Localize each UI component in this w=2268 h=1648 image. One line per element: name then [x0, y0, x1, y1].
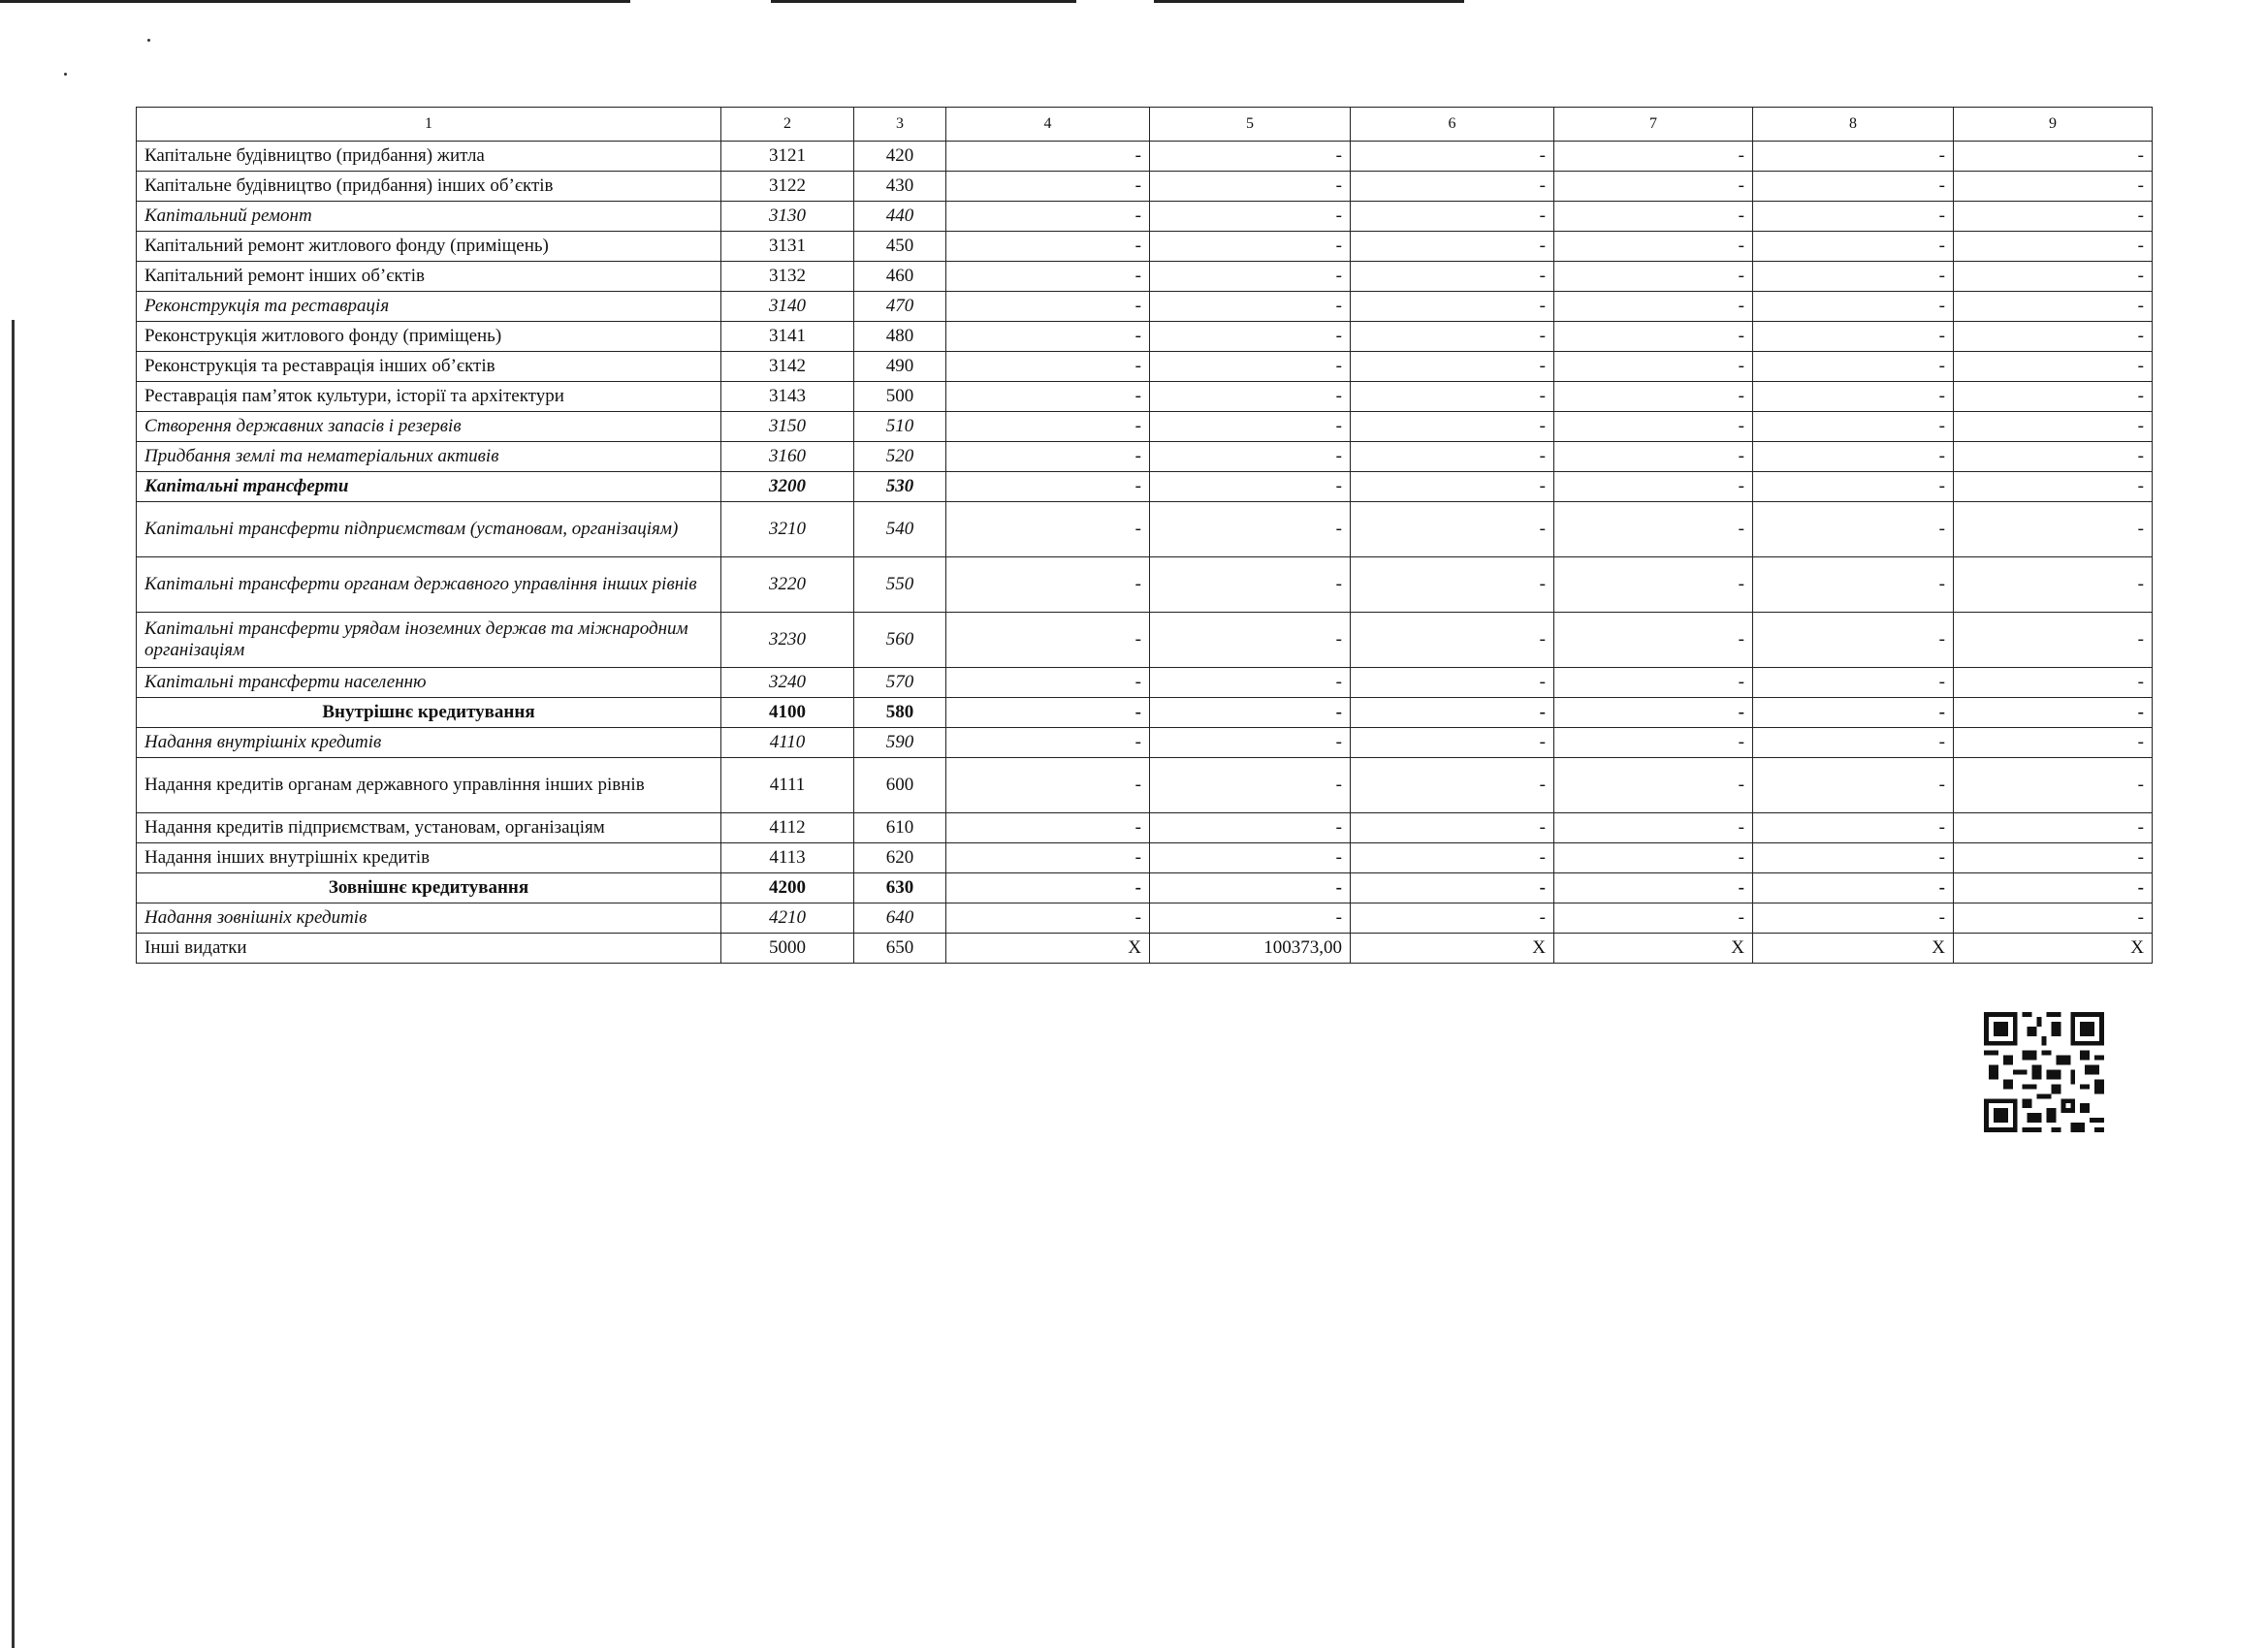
table-row	[137, 728, 2153, 758]
value-col-4: -	[946, 292, 1150, 322]
value-col-7: -	[1554, 172, 1753, 202]
value-col-6: -	[1351, 613, 1554, 668]
value-col-5: -	[1150, 843, 1351, 873]
value-col-8: -	[1753, 262, 1954, 292]
value-col-4: -	[946, 172, 1150, 202]
row-label: Надання кредитів органам державного управління інших рівнів	[137, 758, 721, 813]
value-col-4: -	[946, 262, 1150, 292]
scan-edge-top-right	[1154, 0, 1464, 3]
value-col-4: -	[946, 668, 1150, 698]
value-col-5: -	[1150, 352, 1351, 382]
value-col-4: -	[946, 758, 1150, 813]
row-label: Внутрішнє кредитування	[137, 698, 721, 728]
value-col-5: -	[1150, 322, 1351, 352]
qr-code	[1984, 1012, 2104, 1132]
value-col-6: -	[1351, 232, 1554, 262]
value-col-9: -	[1954, 873, 2153, 903]
value-col-9: -	[1954, 292, 2153, 322]
table-row	[137, 202, 2153, 232]
value-col-6: -	[1351, 668, 1554, 698]
kekv-code: 3220	[721, 557, 854, 613]
value-col-7: -	[1554, 202, 1753, 232]
value-col-6: -	[1351, 472, 1554, 502]
column-number-7: 7	[1554, 108, 1753, 142]
table-row	[137, 322, 2153, 352]
value-col-4: -	[946, 843, 1150, 873]
value-col-7: -	[1554, 557, 1753, 613]
value-col-9: -	[1954, 843, 2153, 873]
value-col-6: -	[1351, 698, 1554, 728]
row-label: Капітальне будівництво (придбання) інших об’єктів	[137, 172, 721, 202]
row-label: Капітальний ремонт інших об’єктів	[137, 262, 721, 292]
value-col-9: -	[1954, 502, 2153, 557]
value-col-6: X	[1351, 934, 1554, 964]
value-col-4: -	[946, 557, 1150, 613]
value-col-8: -	[1753, 142, 1954, 172]
value-col-9: -	[1954, 758, 2153, 813]
row-label: Придбання землі та нематеріальних активів	[137, 442, 721, 472]
value-col-6: -	[1351, 172, 1554, 202]
table-row	[137, 668, 2153, 698]
row-label: Реконструкція та реставрація інших об’єктів	[137, 352, 721, 382]
line-code: 530	[854, 472, 946, 502]
value-col-8: -	[1753, 557, 1954, 613]
table-row	[137, 502, 2153, 557]
table-row	[137, 698, 2153, 728]
line-code: 480	[854, 322, 946, 352]
value-col-9: -	[1954, 613, 2153, 668]
value-col-4: -	[946, 412, 1150, 442]
value-col-7: -	[1554, 843, 1753, 873]
value-col-7: -	[1554, 873, 1753, 903]
kekv-code: 3200	[721, 472, 854, 502]
scan-edge-left	[12, 320, 15, 1648]
column-number-4: 4	[946, 108, 1150, 142]
table-row	[137, 873, 2153, 903]
line-code: 510	[854, 412, 946, 442]
value-col-5: -	[1150, 472, 1351, 502]
value-col-9: -	[1954, 202, 2153, 232]
table-row	[137, 352, 2153, 382]
column-number-row	[137, 108, 2153, 142]
value-col-5: -	[1150, 758, 1351, 813]
value-col-8: -	[1753, 472, 1954, 502]
value-col-5: -	[1150, 557, 1351, 613]
line-code: 640	[854, 903, 946, 934]
table-row	[137, 843, 2153, 873]
value-col-7: -	[1554, 903, 1753, 934]
value-col-6: -	[1351, 202, 1554, 232]
value-col-7: X	[1554, 934, 1753, 964]
value-col-6: -	[1351, 322, 1554, 352]
value-col-7: -	[1554, 262, 1753, 292]
value-col-8: X	[1753, 934, 1954, 964]
table-row	[137, 557, 2153, 613]
value-col-6: -	[1351, 813, 1554, 843]
value-col-9: -	[1954, 172, 2153, 202]
value-col-7: -	[1554, 322, 1753, 352]
kekv-code: 3150	[721, 412, 854, 442]
expenditure-table	[136, 107, 2153, 964]
row-label: Реставрація пам’яток культури, історії та архітектури	[137, 382, 721, 412]
value-col-8: -	[1753, 698, 1954, 728]
line-code: 570	[854, 668, 946, 698]
value-col-6: -	[1351, 352, 1554, 382]
column-number-2: 2	[721, 108, 854, 142]
value-col-5: -	[1150, 813, 1351, 843]
value-col-7: -	[1554, 502, 1753, 557]
scan-edge-top-mid	[771, 0, 1076, 3]
value-col-9: -	[1954, 352, 2153, 382]
value-col-9: -	[1954, 557, 2153, 613]
row-label: Інші видатки	[137, 934, 721, 964]
column-number-8: 8	[1753, 108, 1954, 142]
value-col-5: -	[1150, 292, 1351, 322]
value-col-9: -	[1954, 472, 2153, 502]
table-row	[137, 934, 2153, 964]
row-label: Капітальний ремонт житлового фонду (приміщень)	[137, 232, 721, 262]
row-label: Створення державних запасів і резервів	[137, 412, 721, 442]
value-col-8: -	[1753, 292, 1954, 322]
line-code: 450	[854, 232, 946, 262]
kekv-code: 4200	[721, 873, 854, 903]
line-code: 630	[854, 873, 946, 903]
scan-edge-top-left	[0, 0, 630, 3]
value-col-8: -	[1753, 873, 1954, 903]
value-col-4: -	[946, 613, 1150, 668]
kekv-code: 3130	[721, 202, 854, 232]
value-col-8: -	[1753, 668, 1954, 698]
table-row	[137, 412, 2153, 442]
line-code: 610	[854, 813, 946, 843]
value-col-8: -	[1753, 382, 1954, 412]
value-col-7: -	[1554, 813, 1753, 843]
value-col-9: -	[1954, 382, 2153, 412]
line-code: 520	[854, 442, 946, 472]
value-col-7: -	[1554, 292, 1753, 322]
value-col-8: -	[1753, 903, 1954, 934]
line-code: 600	[854, 758, 946, 813]
kekv-code: 3131	[721, 232, 854, 262]
kekv-code: 4111	[721, 758, 854, 813]
value-col-5: -	[1150, 202, 1351, 232]
value-col-6: -	[1351, 843, 1554, 873]
line-code: 540	[854, 502, 946, 557]
value-col-5: -	[1150, 442, 1351, 472]
value-col-9: X	[1954, 934, 2153, 964]
value-col-5: -	[1150, 142, 1351, 172]
value-col-4: -	[946, 142, 1150, 172]
value-col-5: -	[1150, 668, 1351, 698]
row-label: Капітальний ремонт	[137, 202, 721, 232]
value-col-4: -	[946, 903, 1150, 934]
table-row	[137, 262, 2153, 292]
row-label: Капітальні трансферти органам державного управління інших рівнів	[137, 557, 721, 613]
value-col-6: -	[1351, 873, 1554, 903]
value-col-8: -	[1753, 843, 1954, 873]
value-col-4: -	[946, 352, 1150, 382]
value-col-4: -	[946, 813, 1150, 843]
table-row	[137, 442, 2153, 472]
kekv-code: 3132	[721, 262, 854, 292]
value-col-4: -	[946, 382, 1150, 412]
table-row	[137, 472, 2153, 502]
row-label: Капітальні трансферти населенню	[137, 668, 721, 698]
line-code: 430	[854, 172, 946, 202]
value-col-4: -	[946, 502, 1150, 557]
value-col-5: -	[1150, 262, 1351, 292]
value-col-8: -	[1753, 613, 1954, 668]
value-col-5: -	[1150, 873, 1351, 903]
value-col-5: -	[1150, 613, 1351, 668]
value-col-6: -	[1351, 292, 1554, 322]
value-col-5: -	[1150, 382, 1351, 412]
value-col-4: -	[946, 322, 1150, 352]
row-label: Надання інших внутрішніх кредитів	[137, 843, 721, 873]
column-number-9: 9	[1954, 108, 2153, 142]
value-col-6: -	[1351, 758, 1554, 813]
scan-speck	[147, 39, 150, 42]
column-number-3: 3	[854, 108, 946, 142]
column-number-1: 1	[137, 108, 721, 142]
value-col-5: 100373,00	[1150, 934, 1351, 964]
value-col-9: -	[1954, 442, 2153, 472]
kekv-code: 3143	[721, 382, 854, 412]
kekv-code: 3142	[721, 352, 854, 382]
value-col-8: -	[1753, 728, 1954, 758]
table-body	[137, 142, 2153, 964]
kekv-code: 3210	[721, 502, 854, 557]
value-col-9: -	[1954, 142, 2153, 172]
kekv-code: 3122	[721, 172, 854, 202]
value-col-7: -	[1554, 352, 1753, 382]
kekv-code: 4112	[721, 813, 854, 843]
line-code: 580	[854, 698, 946, 728]
value-col-8: -	[1753, 502, 1954, 557]
line-code: 460	[854, 262, 946, 292]
value-col-6: -	[1351, 728, 1554, 758]
kekv-code: 3160	[721, 442, 854, 472]
value-col-8: -	[1753, 813, 1954, 843]
value-col-6: -	[1351, 557, 1554, 613]
row-label: Надання зовнішніх кредитів	[137, 903, 721, 934]
row-label: Капітальні трансферти	[137, 472, 721, 502]
value-col-5: -	[1150, 728, 1351, 758]
line-code: 560	[854, 613, 946, 668]
kekv-code: 4100	[721, 698, 854, 728]
value-col-4: X	[946, 934, 1150, 964]
value-col-4: -	[946, 728, 1150, 758]
value-col-4: -	[946, 442, 1150, 472]
value-col-4: -	[946, 873, 1150, 903]
value-col-9: -	[1954, 903, 2153, 934]
row-label: Зовнішнє кредитування	[137, 873, 721, 903]
value-col-7: -	[1554, 142, 1753, 172]
value-col-5: -	[1150, 502, 1351, 557]
kekv-code: 3230	[721, 613, 854, 668]
value-col-6: -	[1351, 382, 1554, 412]
value-col-8: -	[1753, 172, 1954, 202]
table-row	[137, 758, 2153, 813]
table-row	[137, 172, 2153, 202]
value-col-6: -	[1351, 142, 1554, 172]
line-code: 500	[854, 382, 946, 412]
column-number-6: 6	[1351, 108, 1554, 142]
table-row	[137, 613, 2153, 668]
value-col-7: -	[1554, 613, 1753, 668]
row-label: Надання кредитів підприємствам, установам, організаціям	[137, 813, 721, 843]
kekv-code: 3140	[721, 292, 854, 322]
value-col-9: -	[1954, 668, 2153, 698]
line-code: 590	[854, 728, 946, 758]
value-col-7: -	[1554, 232, 1753, 262]
value-col-8: -	[1753, 352, 1954, 382]
value-col-5: -	[1150, 698, 1351, 728]
value-col-9: -	[1954, 322, 2153, 352]
table-row	[137, 903, 2153, 934]
scan-speck	[64, 73, 67, 76]
line-code: 650	[854, 934, 946, 964]
value-col-6: -	[1351, 903, 1554, 934]
value-col-9: -	[1954, 232, 2153, 262]
kekv-code: 4113	[721, 843, 854, 873]
value-col-5: -	[1150, 172, 1351, 202]
kekv-code: 3141	[721, 322, 854, 352]
value-col-9: -	[1954, 412, 2153, 442]
value-col-8: -	[1753, 758, 1954, 813]
value-col-7: -	[1554, 472, 1753, 502]
line-code: 620	[854, 843, 946, 873]
kekv-code: 3240	[721, 668, 854, 698]
value-col-4: -	[946, 202, 1150, 232]
value-col-4: -	[946, 472, 1150, 502]
value-col-8: -	[1753, 202, 1954, 232]
row-label: Капітальні трансферти підприємствам (установам, організаціям)	[137, 502, 721, 557]
table-row	[137, 292, 2153, 322]
table-row	[137, 813, 2153, 843]
row-label: Капітальне будівництво (придбання) житла	[137, 142, 721, 172]
value-col-9: -	[1954, 728, 2153, 758]
value-col-5: -	[1150, 412, 1351, 442]
table-row	[137, 382, 2153, 412]
line-code: 550	[854, 557, 946, 613]
value-col-8: -	[1753, 442, 1954, 472]
value-col-7: -	[1554, 668, 1753, 698]
value-col-7: -	[1554, 382, 1753, 412]
value-col-6: -	[1351, 262, 1554, 292]
value-col-8: -	[1753, 412, 1954, 442]
value-col-8: -	[1753, 322, 1954, 352]
kekv-code: 4210	[721, 903, 854, 934]
value-col-6: -	[1351, 502, 1554, 557]
line-code: 470	[854, 292, 946, 322]
value-col-9: -	[1954, 698, 2153, 728]
column-number-5: 5	[1150, 108, 1351, 142]
line-code: 490	[854, 352, 946, 382]
value-col-5: -	[1150, 232, 1351, 262]
value-col-7: -	[1554, 728, 1753, 758]
kekv-code: 4110	[721, 728, 854, 758]
line-code: 420	[854, 142, 946, 172]
value-col-7: -	[1554, 698, 1753, 728]
value-col-4: -	[946, 232, 1150, 262]
table-row	[137, 232, 2153, 262]
value-col-9: -	[1954, 262, 2153, 292]
value-col-7: -	[1554, 758, 1753, 813]
value-col-7: -	[1554, 442, 1753, 472]
value-col-9: -	[1954, 813, 2153, 843]
value-col-7: -	[1554, 412, 1753, 442]
line-code: 440	[854, 202, 946, 232]
value-col-4: -	[946, 698, 1150, 728]
value-col-5: -	[1150, 903, 1351, 934]
value-col-8: -	[1753, 232, 1954, 262]
table-row	[137, 142, 2153, 172]
value-col-6: -	[1351, 412, 1554, 442]
row-label: Реконструкція житлового фонду (приміщень)	[137, 322, 721, 352]
row-label: Капітальні трансферти урядам іноземних держав та міжнародним організаціям	[137, 613, 721, 668]
kekv-code: 3121	[721, 142, 854, 172]
row-label: Надання внутрішніх кредитів	[137, 728, 721, 758]
kekv-code: 5000	[721, 934, 854, 964]
value-col-6: -	[1351, 442, 1554, 472]
row-label: Реконструкція та реставрація	[137, 292, 721, 322]
